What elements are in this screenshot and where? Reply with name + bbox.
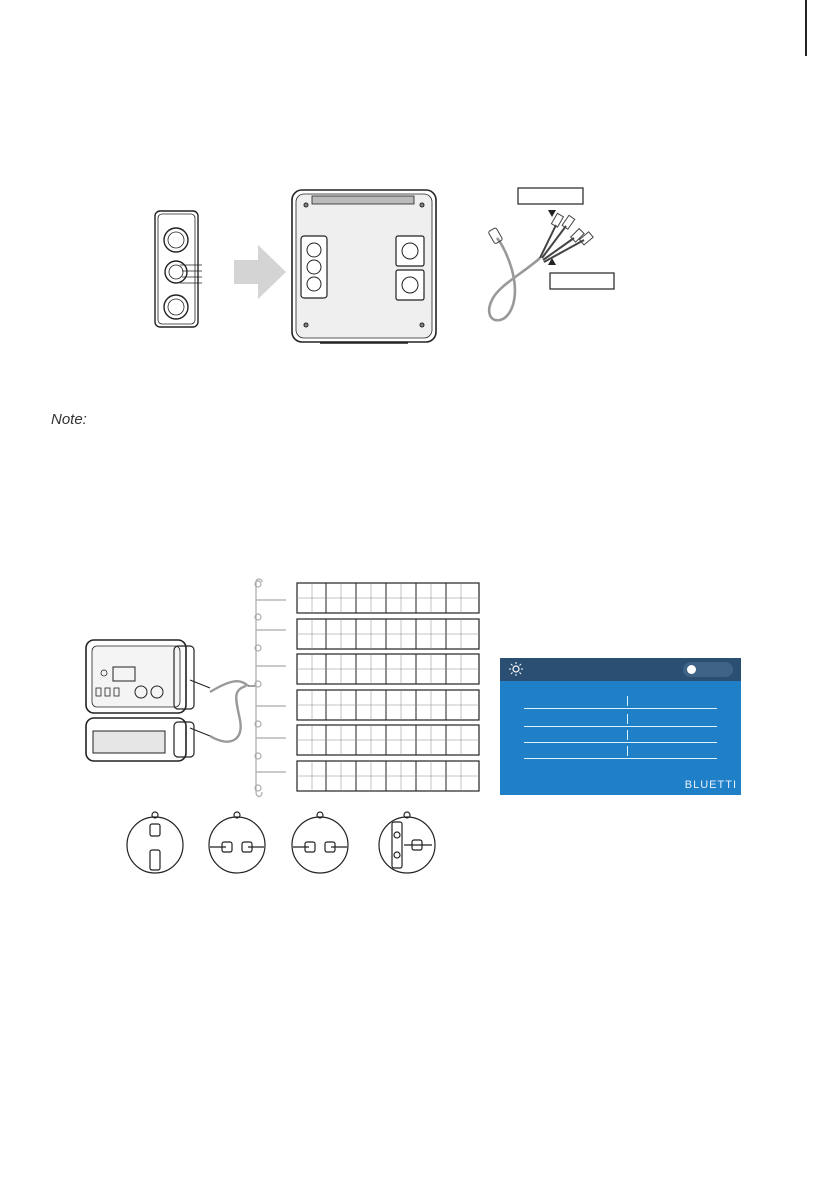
- app-screen-preview: [500, 658, 741, 795]
- screen-divider-4: [627, 746, 628, 756]
- screen-divider-2: [627, 714, 628, 724]
- device-back-panel: [292, 190, 436, 343]
- app-screen-header: [500, 658, 741, 681]
- detail-circle-4: [379, 812, 435, 873]
- arrow-right-icon: [234, 245, 286, 299]
- solar-connection-diagram: [0, 560, 500, 890]
- screen-row-line-1: [524, 708, 717, 709]
- triangle-down-icon: [548, 210, 556, 217]
- solar-panel-2: [297, 619, 479, 649]
- screen-row-line-2: [524, 726, 717, 727]
- solar-panel-1: [297, 583, 479, 613]
- toggle-icon[interactable]: [683, 662, 733, 677]
- brand-logo: BLUETTI: [684, 779, 737, 791]
- port-panel: [155, 211, 202, 327]
- label-box-bottom: [550, 273, 614, 289]
- screen-row-line-3: [524, 742, 717, 743]
- screen-row-line-4: [524, 758, 717, 759]
- charging-cable: [488, 188, 614, 320]
- screen-divider-1: [627, 696, 628, 706]
- note-label: Note:: [51, 411, 87, 428]
- screen-divider-3: [627, 730, 628, 740]
- sun-icon: [509, 662, 523, 676]
- detail-circle-1: [127, 812, 183, 873]
- toggle-knob: [687, 665, 696, 674]
- solar-panel-5: [297, 725, 479, 755]
- detail-circle-3: [292, 812, 348, 873]
- solar-panels: [297, 583, 479, 791]
- solar-panel-6: [297, 761, 479, 791]
- detail-circle-2: [209, 812, 265, 873]
- label-box-top: [518, 188, 583, 204]
- detail-circles: [127, 812, 435, 873]
- branch-connectors: [255, 581, 286, 791]
- solar-panel-4: [297, 690, 479, 720]
- power-station: [86, 640, 210, 761]
- cable-routing: [210, 579, 262, 797]
- top-illustration: [0, 0, 822, 400]
- solar-panel-3: [297, 654, 479, 684]
